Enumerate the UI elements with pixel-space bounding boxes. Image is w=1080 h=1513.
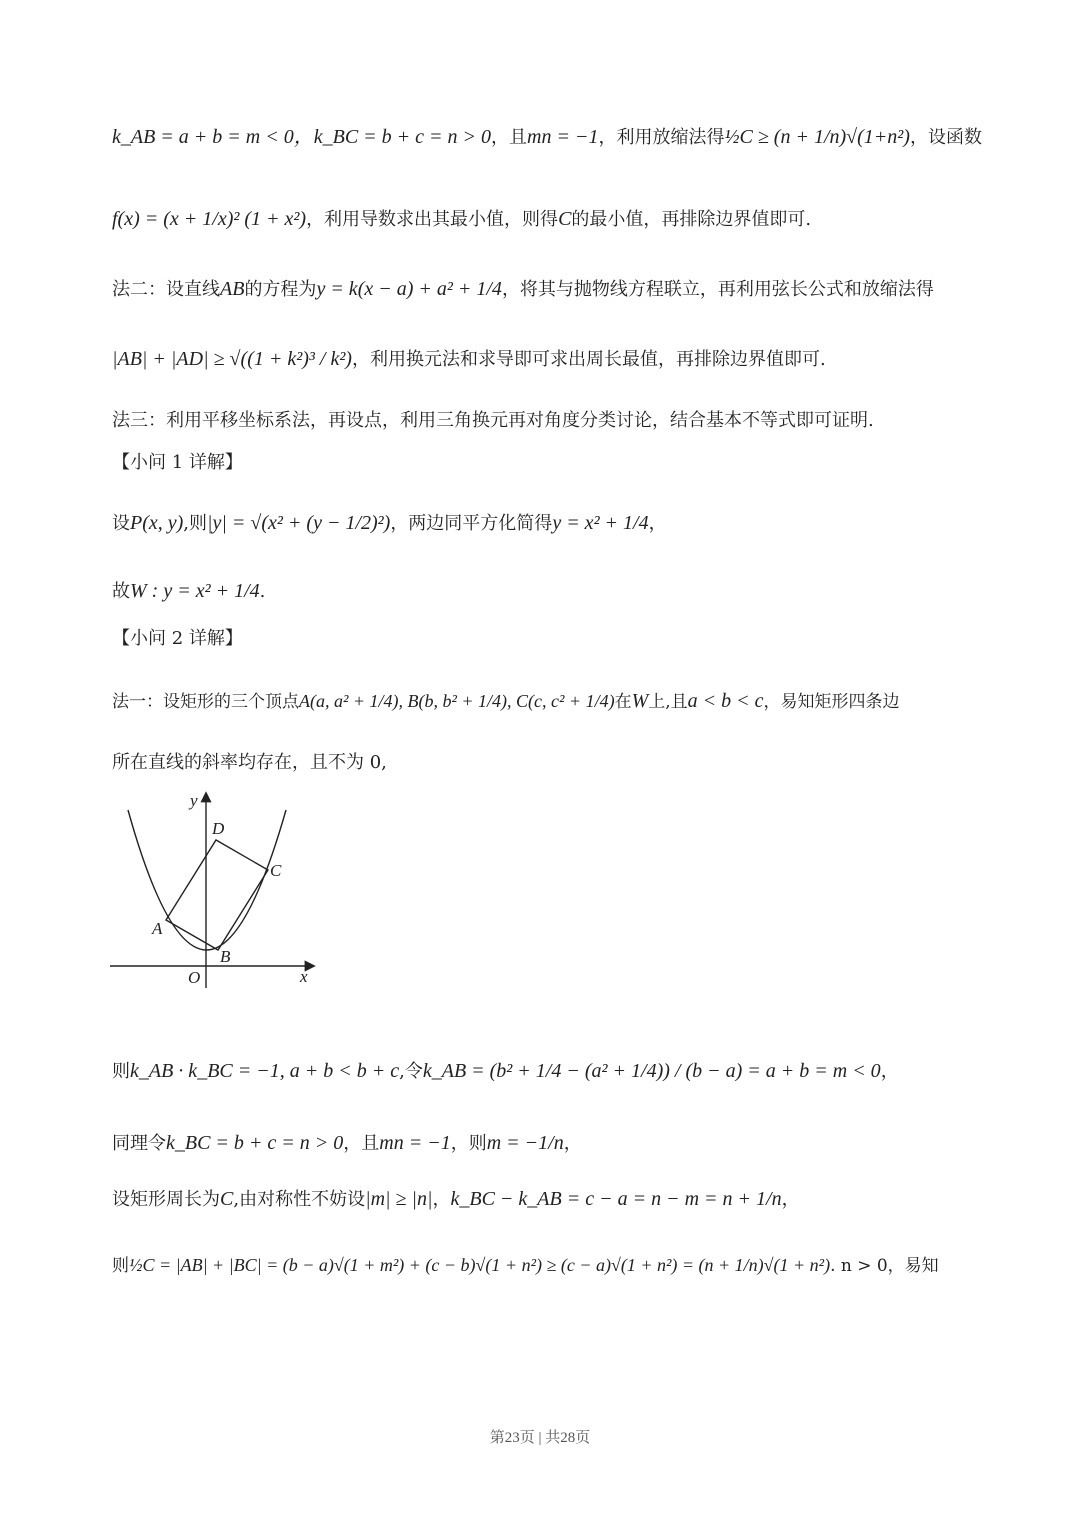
text-line	[112, 578, 972, 605]
text-segment: 设矩形周长为	[112, 1189, 220, 1210]
text-segment: ，	[781, 1189, 800, 1210]
math-expression: C	[220, 1188, 234, 1210]
text-line	[112, 688, 972, 715]
math-expression: k_BC = b + c = n > 0	[166, 1132, 344, 1154]
math-expression: mn = −1	[379, 1132, 451, 1154]
text-segment: 【小问 2 详解】	[112, 628, 243, 649]
text-segment: ，	[432, 1189, 451, 1210]
text-line	[112, 1058, 972, 1085]
label-b: B	[220, 947, 231, 966]
math-expression: k_AB · k_BC = −1, a + b < b + c	[130, 1060, 400, 1082]
text-segment: 则	[112, 1256, 129, 1276]
math-expression: a < b < c	[687, 690, 764, 712]
label-origin: O	[188, 968, 201, 987]
text-line	[112, 1186, 972, 1213]
text-segment: 的方程为	[244, 279, 317, 300]
math-expression: k_BC − k_AB = c − a = n − m = n + 1/n	[450, 1188, 782, 1210]
label-c: C	[270, 861, 282, 880]
text-segment: ,则	[183, 513, 208, 534]
math-expression: ½C ≥ (n + 1/n)√(1+n²)	[724, 126, 910, 148]
text-segment: 【小问 1 详解】	[112, 452, 243, 473]
section-heading	[112, 626, 972, 652]
text-segment: 的最小值，再排除边界值即可.	[571, 209, 812, 230]
text-segment: ，两边同平方化简得	[390, 513, 553, 534]
math-expression: mn = −1	[527, 126, 599, 148]
label-y: y	[190, 791, 198, 810]
text-segment: 法二：设直线	[112, 279, 220, 300]
label-a: A	[152, 919, 163, 938]
math-expression: |m| ≥ |n|	[365, 1188, 433, 1210]
text-segment: ，利用换元法和求导即可求出周长最值，再排除边界值即可.	[351, 349, 826, 370]
math-expression: P(x, y)	[130, 512, 184, 534]
text-segment: ,令	[399, 1061, 423, 1082]
text-segment: 在	[614, 692, 632, 712]
text-segment: ，且	[343, 1133, 380, 1154]
math-expression: ½C = |AB| + |BC| = (b − a)√(1 + m²) + (c − b)√(1 + n²) ≥ (c − a)√(1 + n²) = (n + 1/n)√(1 + n²)	[129, 1255, 831, 1275]
text-segment: ，	[880, 1061, 899, 1082]
label-x: x	[300, 967, 308, 986]
math-expression: AB	[220, 278, 245, 300]
text-segment: ，	[563, 1133, 582, 1154]
text-line	[112, 124, 982, 151]
parabola-rectangle-figure	[108, 790, 328, 990]
text-segment: .	[259, 581, 266, 602]
math-expression: |y| = √(x² + (y − 1/2)²)	[207, 512, 391, 534]
text-segment: 上,且	[648, 692, 688, 712]
text-segment: 设	[112, 513, 130, 534]
rectangle-abcd	[166, 840, 268, 950]
text-segment: . n > 0，易知	[830, 1256, 939, 1276]
math-expression: A(a, a² + 1/4), B(b, b² + 1/4), C(c, c² + 1/4)	[299, 691, 615, 711]
label-d: D	[212, 819, 225, 838]
text-segment: 则	[112, 1061, 130, 1082]
math-expression: |AB| + |AD| ≥ √((1 + k²)³ / k²)	[112, 348, 352, 370]
math-expression: W	[631, 690, 649, 712]
math-expression: k_AB = a + b = m < 0，k_BC = b + c = n > 0	[112, 126, 492, 148]
text-segment: 同理令	[112, 1133, 166, 1154]
text-line	[112, 206, 972, 233]
section-heading	[112, 450, 972, 476]
text-segment: ，则	[450, 1133, 487, 1154]
math-expression: W : y = x² + 1/4	[130, 580, 260, 602]
text-segment: ，且	[491, 127, 528, 148]
text-segment: ，	[648, 513, 667, 534]
page-footer: 第23页 | 共28页	[489, 1430, 591, 1446]
math-expression: y = k(x − a) + a² + 1/4	[316, 278, 502, 300]
text-segment: 法一：设矩形的三个顶点	[112, 692, 299, 712]
math-expression: k_AB = (b² + 1/4 − (a² + 1/4)) / (b − a) = a + b = m < 0	[422, 1060, 881, 1082]
math-expression: y = x² + 1/4	[552, 512, 649, 534]
math-expression: m = −1/n	[486, 1132, 564, 1154]
math-expression: f(x) = (x + 1/x)² (1 + x²)	[112, 208, 307, 230]
text-line	[112, 346, 972, 373]
text-line	[112, 750, 972, 776]
text-segment: 法三：利用平移坐标系法，再设点，利用三角换元再对角度分类讨论，结合基本不等式即可证明.	[112, 410, 874, 431]
text-segment: ，利用放缩法得	[598, 127, 725, 148]
text-line	[112, 276, 972, 303]
text-segment: ，设函数	[909, 127, 982, 148]
text-segment: ，利用导数求出其最小值，则得	[306, 209, 559, 230]
text-segment: 故	[112, 581, 130, 602]
text-segment: 所在直线的斜率均存在，且不为 0,	[112, 752, 387, 773]
text-line	[112, 510, 972, 537]
text-segment: ,由对称性不妨设	[233, 1189, 366, 1210]
text-line	[112, 408, 972, 434]
text-segment: ，易知矩形四条边	[763, 692, 900, 712]
text-line	[112, 1252, 972, 1279]
text-segment: ，将其与抛物线方程联立，再利用弦长公式和放缩法得	[501, 279, 934, 300]
text-line	[112, 1130, 972, 1157]
math-expression: C	[558, 208, 572, 230]
